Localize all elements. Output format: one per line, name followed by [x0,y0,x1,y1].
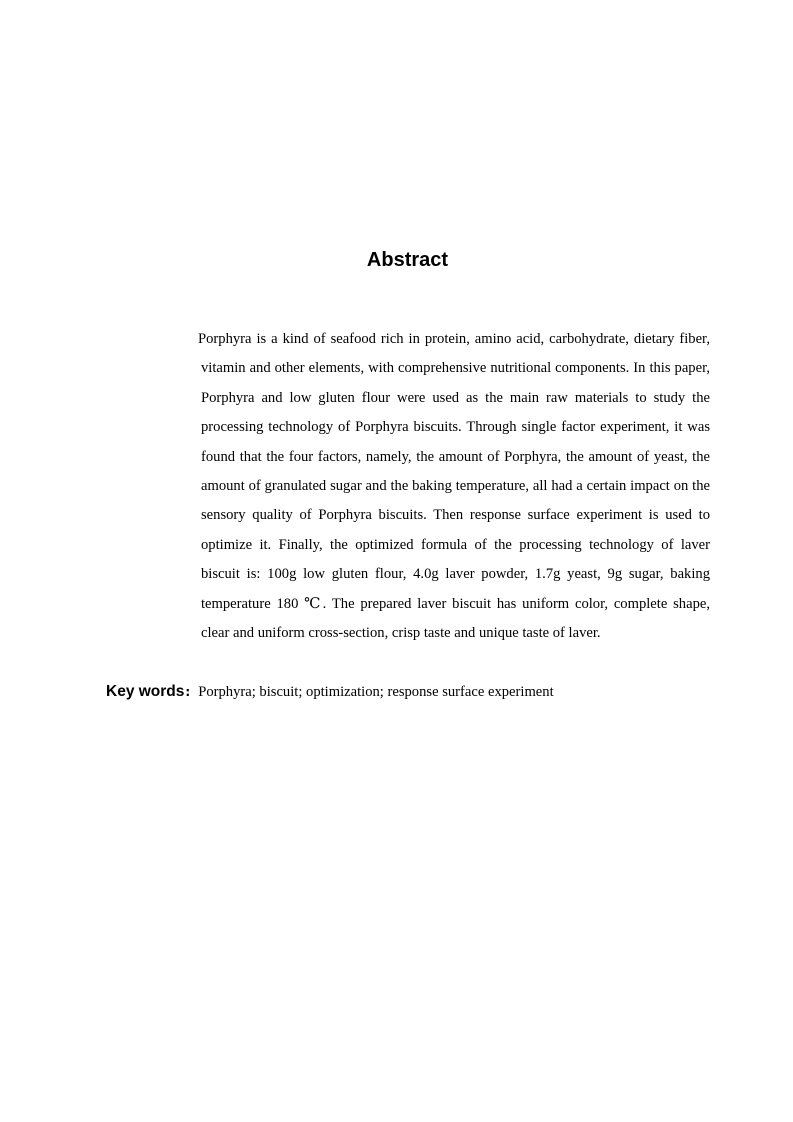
keywords-colon: : [185,685,191,699]
abstract-body: Porphyra is a kind of seafood rich in protein, amino acid, carbohydrate, dietary fiber, vitamin and other elements, with comprehensive nutritional components. In this paper, Porphyra and low gluten flour were used as the main raw materials to study the processing technology of Porphyra biscuits. Through single factor experiment, it was found that the four factors, namely, the amount of Porphyra, the amount of yeast, the amount of granulated sugar and the baking temperature, all had a certain impact on the sensory quality of Porphyra biscuits. Then response surface experiment is used to optimize it. Finally, the optimized formula of the processing technology of laver biscuit is: 100g low gluten flour, 4.0g laver powder, 1.7g yeast, 9g sugar, baking temperature 180 ℃. The prepared laver biscuit has uniform color, complete shape, clear and uniform cross-section, crisp taste and unique taste of laver. [198,331,710,642]
keywords-line [106,678,726,706]
keywords-text: Porphyra; biscuit; optimization; response surface experiment [198,684,554,700]
abstract-title: Abstract [366,249,449,271]
keywords-label: Key words [106,683,185,700]
